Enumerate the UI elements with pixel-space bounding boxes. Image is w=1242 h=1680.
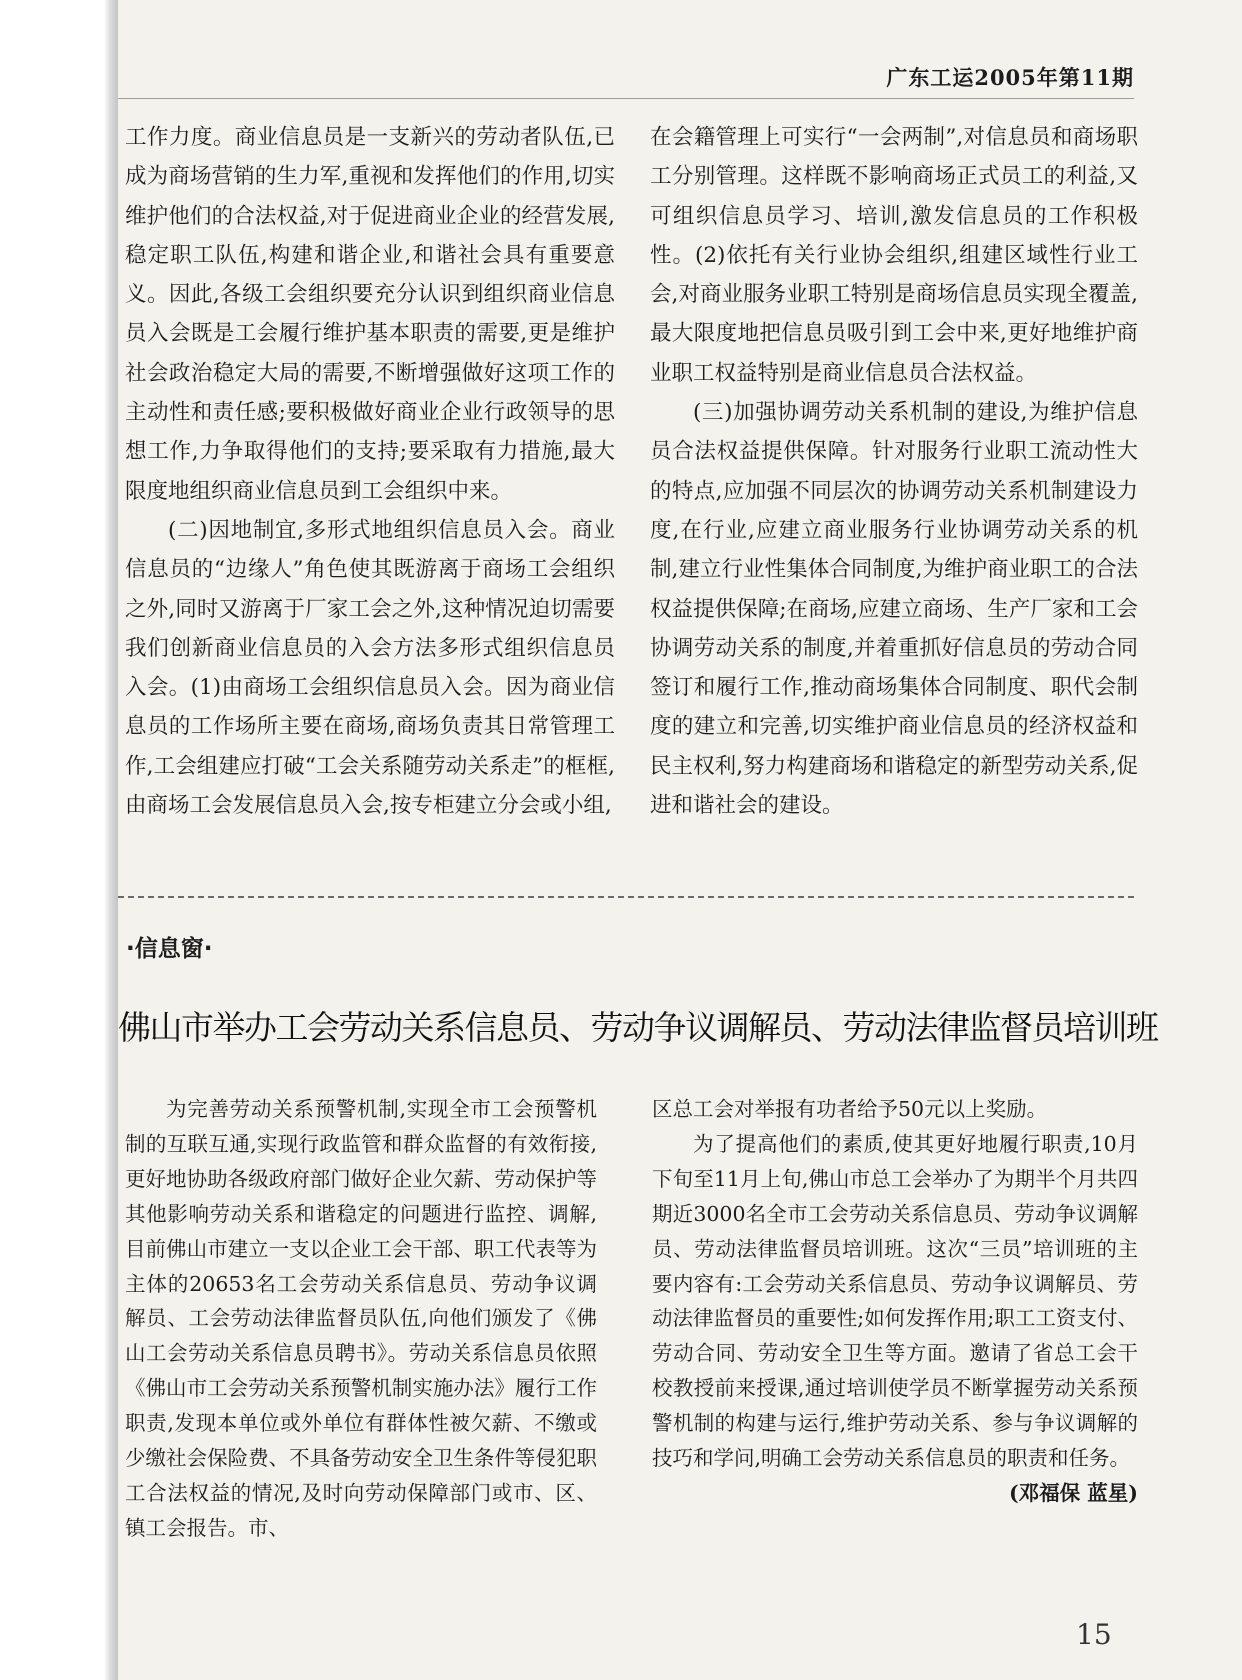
article-continued-left-column <box>125 118 615 825</box>
page-header <box>118 58 1134 99</box>
paragraph: (二)因地制宜,多形式地组织信息员入会。商业信息员的“边缘人”角色使其既游离于商场工会组织之外,同时又游离于厂家工会之外,这种情况迫切需要我们创新商业信息员的入会方法多形式组织信息员入会。(1)由商场工会组织信息员入会。因为商业信息员的工作场所主要在商场,商场负责其日常管理工作,工会组建应打破“工会关系随劳动关系走”的框框,由商场工会发展信息员入会,按专柜建立分会或小组, <box>125 517 615 819</box>
running-head: 广东工运2005年第11期 <box>886 65 1134 90</box>
article-continued-right-column <box>650 118 1138 825</box>
paragraph: (三)加强协调劳动关系机制的建设,为维护信息员合法权益提供保障。针对服务行业职工流动性大的特点,应加强不同层次的协调劳动关系机制建设力度,在行业,应建立商业服务行业协调劳动关系的机制,建立行业性集体合同制度,为维护商业职工的合法权益提供保障;在商场,应建立商场、生产厂家和工会协调劳动关系的制度,并着重抓好信息员的劳动合同签订和履行工作,推动商场集体合同制度、职代会制度的建立和完善,切实维护商业信息员的经济权益和民主权利,努力构建商场和谐稳定的新型劳动关系,促进和谐社会的建设。 <box>650 400 1138 819</box>
paragraph: 工作力度。商业信息员是一支新兴的劳动者队伍,已成为商场营销的生力军,重视和发挥他们的作用,切实维护他们的合法权益,对于促进商业企业的经营发展,稳定职工队伍,构建和谐企业,和谐社会具有重要意义。因此,各级工会组织要充分认识到组织商业信息员入会既是工会履行维护基本职责的需要,更是维护社会政治稳定大局的需要,不断增强做好这项工作的主动性和责任感;要积极做好商业企业行政领导的思想工作,力争取得他们的支持;要采取有力措施,最大限度地组织商业信息员到工会组织中来。 <box>125 125 615 504</box>
section-label: ·信息窗· <box>126 936 213 962</box>
byline: (邓福保 蓝星) <box>1008 1480 1138 1505</box>
page-number: 15 <box>1076 1618 1112 1651</box>
news-right-column <box>652 1092 1138 1511</box>
news-left-column <box>125 1092 597 1546</box>
scan-gutter-shadow <box>0 0 118 1680</box>
paragraph: 为了提高他们的素质,使其更好地履行职责,10月下旬至11月上旬,佛山市总工会举办了为期半个月共四期近3000名全市工会劳动关系信息员、劳动争议调解员、劳动法律监督员培训班。这次“三员”培训班的主要内容有:工会劳动关系信息员、劳动争议调解员、劳动法律监督员的重要性;如何发挥作用;职工工资支付、劳动合同、劳动安全卫生等方面。邀请了省总工会干校教授前来授课,通过培训使学员不断掌握劳动关系预警机制的构建与运行,维护劳动关系、参与争议调解的技巧和学问,明确工会劳动关系信息员的职责和任务。 <box>652 1131 1138 1471</box>
paragraph: 在会籍管理上可实行“一会两制”,对信息员和商场职工分别管理。这样既不影响商场正式员工的利益,又可组织信息员学习、培训,激发信息员的工作积极性。(2)依托有关行业协会组织,组建区域性行业工会,对商业服务业职工特别是商场信息员实现全覆盖,最大限度地把信息员吸引到工会中来,更好地维护商业职工权益特别是商业信息员合法权益。 <box>650 125 1138 386</box>
news-headline: 佛山市举办工会劳动关系信息员、劳动争议调解员、劳动法律监督员培训班 <box>118 1008 1158 1047</box>
paragraph: 为完善劳动关系预警机制,实现全市工会预警机制的互联互通,实现行政监管和群众监督的有效衔接,更好地协助各级政府部门做好企业欠薪、劳动保护等其他影响劳动关系和谐稳定的问题进行监控、调解,目前佛山市建立一支以企业工会干部、职工代表等为主体的20653名工会劳动关系信息员、劳动争议调解员、工会劳动法律监督员队伍,向他们颁发了《佛山工会劳动关系信息员聘书》。劳动关系信息员依照《佛山市工会劳动关系预警机制实施办法》履行工作职责,发现本单位或外单位有群体性被欠薪、不缴或少缴社会保险费、不具备劳动安全卫生条件等侵犯职工合法权益的情况,及时向劳动保障部门或市、区、镇工会报告。市、 <box>125 1097 597 1540</box>
section-divider <box>118 896 1134 898</box>
paragraph: 区总工会对举报有功者给予50元以上奖励。 <box>652 1097 1048 1121</box>
